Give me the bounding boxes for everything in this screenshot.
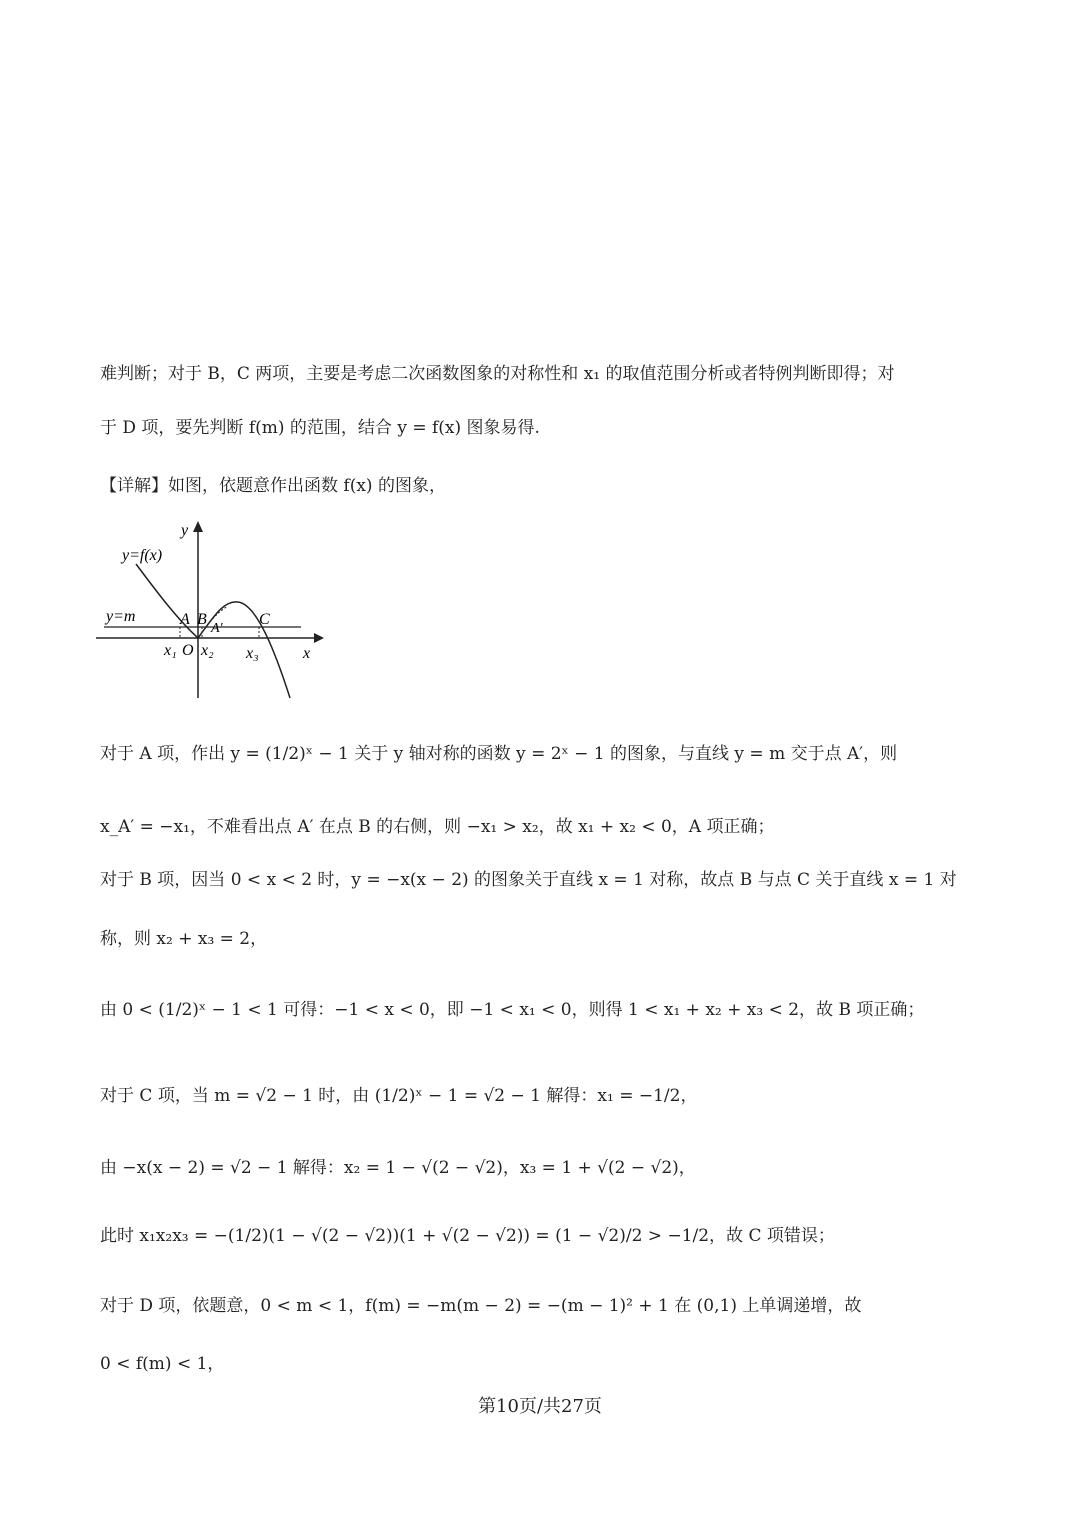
x-axis-arrow-icon — [314, 633, 324, 643]
text-line-11: 此时 x₁x₂x₃ = −(1/2)(1 − √(2 − √2))(1 + √(2 − √2)) = (1 − √2)/2 > −1/2，故 C 项错误； — [100, 1226, 835, 1246]
label-x1: x₁ — [164, 642, 177, 659]
text-line-9: 对于 C 项，当 m = √2 − 1 时，由 (1/2)ˣ − 1 = √2 − 1 解得：x₁ = −1/2， — [100, 1086, 698, 1106]
text-line-13: 0 < f(m) < 1， — [100, 1354, 225, 1374]
text-line-5: x_A′ = −x₁，不难看出点 A′ 在点 B 的右侧，则 −x₁ > x₂，故 x₁ + x₂ < 0，A 项正确； — [100, 817, 775, 837]
text-line-10: 由 −x(x − 2) = √2 − 1 解得：x₂ = 1 − √(2 − √2)，x₃ = 1 + √(2 − √2)， — [100, 1158, 696, 1178]
function-graph — [96, 518, 326, 703]
label-B: B — [197, 611, 207, 628]
label-A: A — [180, 611, 190, 628]
text-line-6: 对于 B 项，因当 0 < x < 2 时，y = −x(x − 2) 的图象关于直线 x = 1 对称，故点 B 与点 C 关于直线 x = 1 对 — [100, 870, 957, 890]
page-footer: 第10页/共27页 — [478, 1396, 602, 1417]
y-axis-arrow-icon — [193, 521, 203, 532]
label-y-m: y=m — [106, 608, 136, 625]
label-x3: x₃ — [246, 645, 259, 662]
text-line-8: 由 0 < (1/2)ˣ − 1 < 1 可得：−1 < x < 0，即 −1 < x₁ < 0，则得 1 < x₁ + x₂ + x₃ < 2，故 B 项正确； — [100, 1000, 925, 1020]
label-C: C — [259, 611, 270, 628]
text-line-12: 对于 D 项，依题意，0 < m < 1，f(m) = −m(m − 2) = −(m − 1)² + 1 在 (0,1) 上单调递增，故 — [100, 1296, 862, 1316]
text-line-4: 对于 A 项，作出 y = (1/2)ˣ − 1 关于 y 轴对称的函数 y = 2ˣ − 1 的图象，与直线 y = m 交于点 A′，则 — [100, 744, 898, 764]
label-x2: x₂ — [201, 642, 214, 659]
label-O: O — [182, 642, 194, 659]
label-Aprime: A′ — [211, 621, 223, 636]
label-x: x — [303, 645, 311, 662]
text-line-3: 【详解】如图，依题意作出函数 f(x) 的图象， — [100, 476, 446, 496]
label-curve: y=f(x) — [122, 547, 163, 564]
label-y: y — [181, 522, 189, 539]
text-line-1: 难判断；对于 B，C 两项，主要是考虑二次函数图象的对称性和 x₁ 的取值范围分析或者特例判断即得；对 — [100, 364, 895, 384]
text-line-2: 于 D 项，要先判断 f(m) 的范围，结合 y = f(x) 图象易得. — [100, 418, 540, 438]
text-line-7: 称，则 x₂ + x₃ = 2， — [100, 929, 268, 949]
